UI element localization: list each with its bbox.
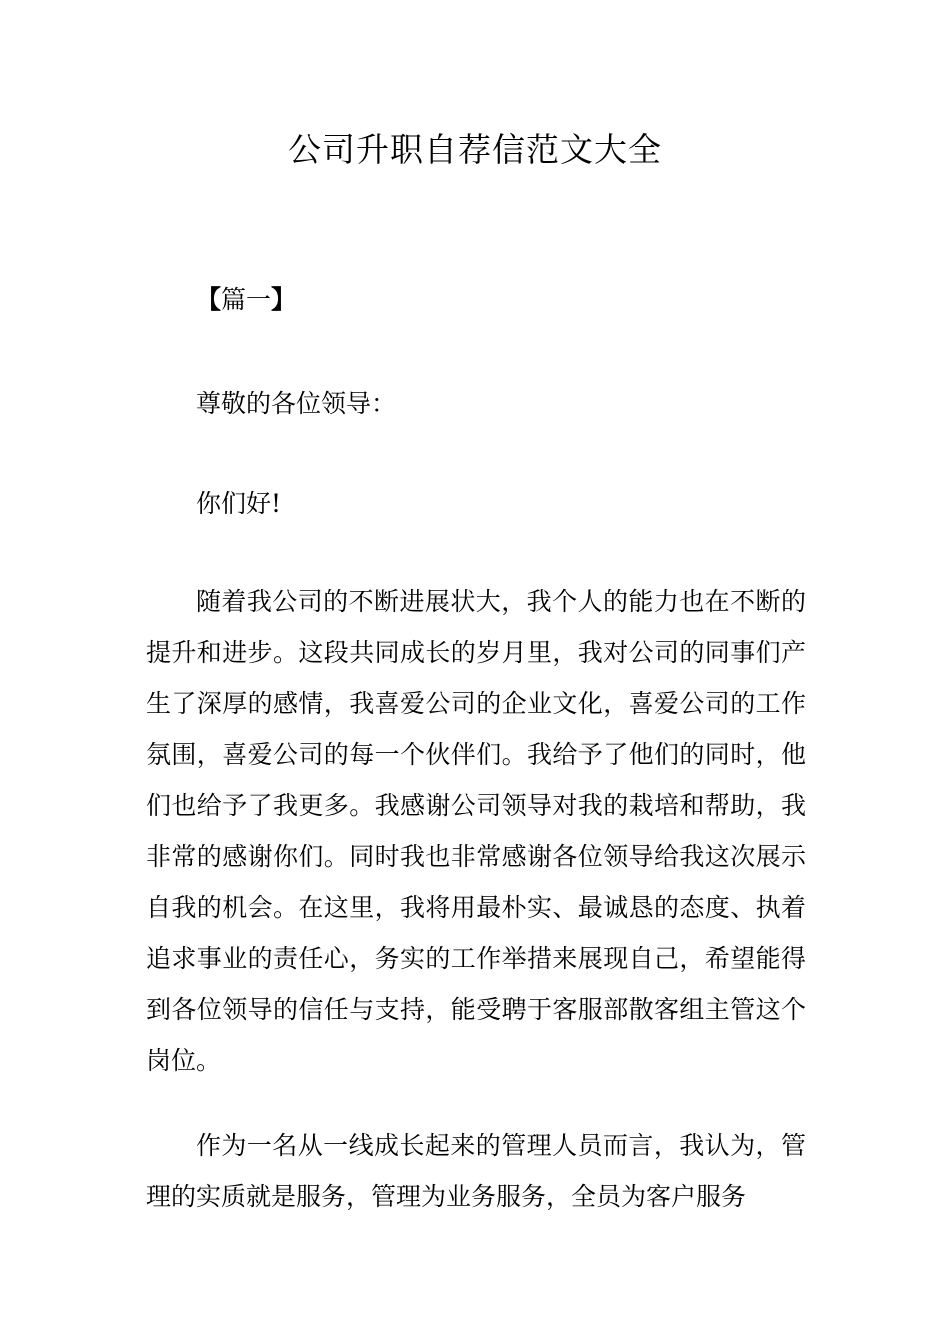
body-paragraph: 随着我公司的不断进展状大，我个人的能力也在不断的提升和进步。这段共同成长的岁月里，我对公司的同事们产生了深厚的感情，我喜爱公司的企业文化，喜爱公司的工作氛围，喜爱公司的每一个伙伴们。我给予了他们的同时，他们也给予了我更多。我感谢公司领导对我的栽培和帮助，我非常的感谢你们。同时我也非常感谢各位领导给我这次展示自我的机会。在这里，我将用最朴实、最诚恳的态度、执着追求事业的责任心，务实的工作举措来展现自己，希望能得到各位领导的信任与支持，能受聘于客服部散客组主管这个岗位。 bbox=[146, 587, 806, 1075]
section-bracket-open: 【 bbox=[196, 285, 222, 314]
section-label-text: 篇一 bbox=[221, 285, 272, 314]
document-title: 公司升职自荐信范文大全 bbox=[288, 130, 662, 169]
section-label bbox=[196, 282, 296, 318]
salutation: 尊敬的各位领导： bbox=[196, 389, 397, 418]
greeting: 你们好! bbox=[196, 489, 282, 518]
body-paragraph: 作为一名从一线成长起来的管理人员而言，我认为，管理的实质就是服务，管理为业务服务，全员为客户服务 bbox=[146, 1131, 806, 1211]
section-bracket-close: 】 bbox=[271, 285, 297, 314]
